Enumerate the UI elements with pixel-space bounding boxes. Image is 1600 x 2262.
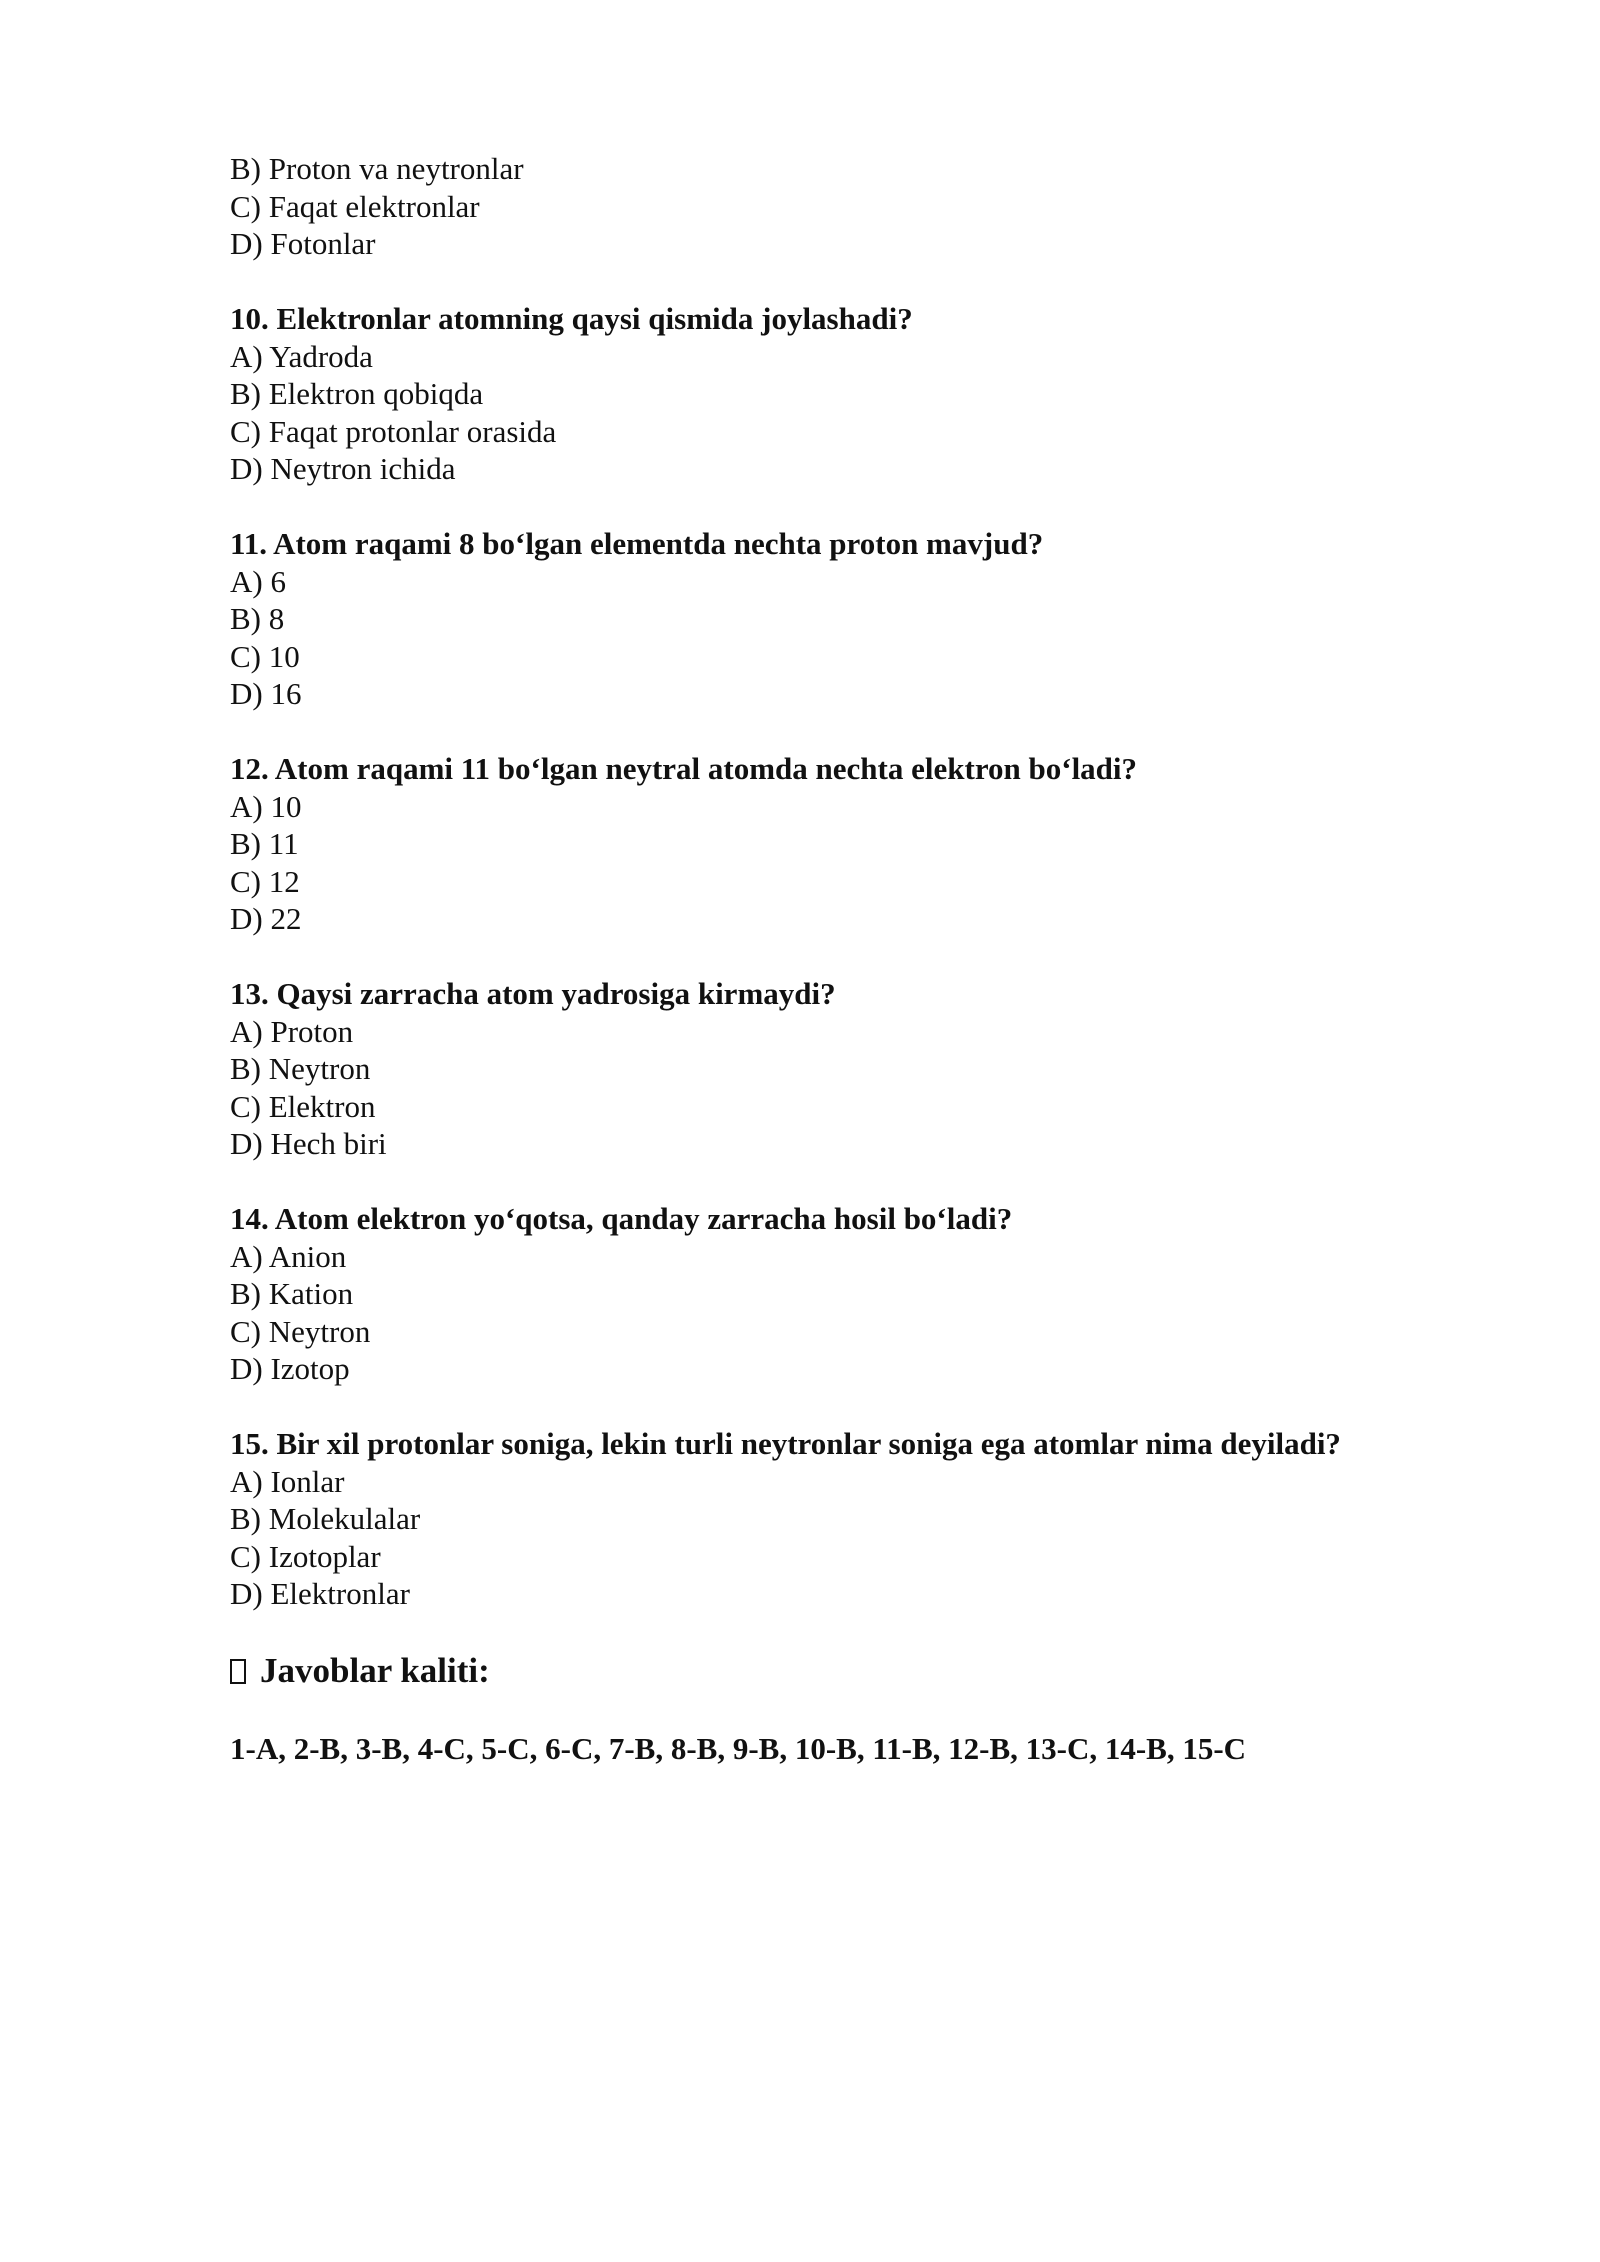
option-c: C) Neytron — [230, 1313, 371, 1349]
document-page — [230, 150, 1410, 1768]
option-d: D) 16 — [230, 676, 302, 711]
question-title: 13. Qaysi zarracha atom yadrosiga kirmaydi? — [230, 976, 836, 1011]
question-title: 10. Elektronlar atomning qaysi qismida joylashadi? — [230, 301, 913, 336]
option-d: D) Neytron ichida — [230, 451, 456, 486]
option-d: D) 22 — [230, 901, 302, 936]
option-d: D) Hech biri — [230, 1126, 387, 1161]
option-a: A) Yadroda — [230, 338, 373, 374]
missing-glyph-icon — [230, 1659, 246, 1684]
option-a: A) 6 — [230, 563, 286, 599]
option-b: B) Kation — [230, 1276, 354, 1311]
option-b: B) Proton va neytronlar — [230, 151, 524, 186]
question-title: 15. Bir xil protonlar soniga, lekin turli neytronlar soniga ega atomlar nima deyiladi? — [230, 1426, 1341, 1461]
question-15 — [230, 1425, 1410, 1613]
option-a: A) 10 — [230, 788, 302, 824]
option-b: B) 11 — [230, 826, 299, 861]
question-12 — [230, 750, 1410, 938]
question-title: 12. Atom raqami 11 bo‘lgan neytral atomda nechta elektron bo‘ladi? — [230, 751, 1138, 786]
option-c: C) 10 — [230, 638, 300, 674]
option-c: C) Elektron — [230, 1088, 376, 1124]
option-d: D) Elektronlar — [230, 1576, 410, 1611]
option-b: B) Elektron qobiqda — [230, 376, 484, 411]
option-b: B) 8 — [230, 601, 285, 636]
answer-key-heading — [230, 1650, 1410, 1692]
option-c: C) Faqat protonlar orasida — [230, 413, 557, 449]
option-a: A) Proton — [230, 1013, 354, 1049]
question-title: 14. Atom elektron yo‘qotsa, qanday zarracha hosil bo‘ladi? — [230, 1201, 1013, 1236]
option-c: C) Faqat elektronlar — [230, 188, 480, 224]
option-b: B) Molekulalar — [230, 1501, 421, 1536]
option-d: D) Fotonlar — [230, 226, 376, 261]
option-a: A) Ionlar — [230, 1463, 345, 1499]
question-13 — [230, 975, 1410, 1163]
question-title: 11. Atom raqami 8 bo‘lgan elementda nechta proton mavjud? — [230, 526, 1044, 561]
question-10 — [230, 300, 1410, 488]
option-c: C) Izotoplar — [230, 1538, 381, 1574]
question-14 — [230, 1200, 1410, 1388]
answer-key-list: 1-A, 2-B, 3-B, 4-C, 5-C, 6-C, 7-B, 8-B, 9-B, 10-B, 11-B, 12-B, 13-C, 14-B, 15-C — [230, 1731, 1247, 1766]
option-b: B) Neytron — [230, 1051, 371, 1086]
answer-key-heading-text: Javoblar kaliti: — [260, 1651, 490, 1690]
option-a: A) Anion — [230, 1238, 347, 1274]
option-c: C) 12 — [230, 863, 300, 899]
question-9-continued-options — [230, 150, 1410, 263]
option-d: D) Izotop — [230, 1351, 350, 1386]
question-11 — [230, 525, 1410, 713]
